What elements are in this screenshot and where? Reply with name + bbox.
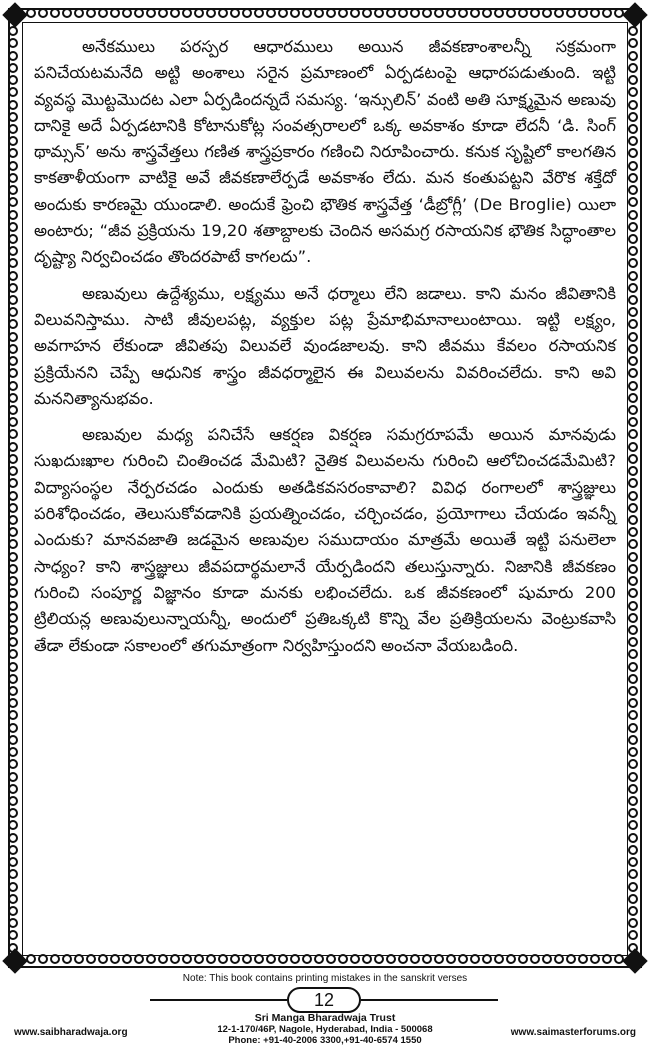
border-ring [8,588,18,598]
border-ring [8,784,18,794]
border-ring [8,649,18,659]
paragraph: అణువులు ఉద్దేశ్యము, లక్ష్యము అనే ధర్మాలు లేని జడాలు. కాని మనం జీవితానికి విలువనిస్తాము. సాటి జీవులపట్ల, వ్యక్తుల పట్ల ప్రేమాభిమానాలుంటాయి. ఇట్టి లక్ష్యం, అవగాహన లేకుండా జీవితపు విలువలే వుండజాలవు. కాని జీవము కేవలం రసాయనిక ప్రక్రియేనని చెప్పే ఆధునిక శాస్త్రం జీవధర్మాలైన ఈ విలువలను వివరించలేదు. కాని అవి మననిత్యానుభవం. [34,283,616,408]
border-ring [8,26,18,36]
border-ring [628,356,638,366]
border-ring [628,588,638,598]
border-ring [242,8,252,18]
trust-address: 12-1-170/46P, Nagole, Hyderabad, India - 500068 [217,1024,433,1035]
border-ring [50,954,60,964]
border-ring [8,356,18,366]
border-ring [628,918,638,928]
paragraph: అనేకములు పరస్పర ఆధారములు అయిన జీవకణాంశాలన్నీ సక్రమంగా పనిచేయటమనేది అట్టి అంశాలు సరైన ప్రమాణంలో ఏర్పడటంపై ఆధారపడుతుంది. ఇట్టి వ్యవస్థ మొట్టమొదట ఎలా ఏర్పడిందన్నదే సమస్య. ‘ఇన్సులిన్’ వంటి అతి సూక్ష్మమైన అణువు దానికై అదే ఏర్పడటానికి కోటానుకోట్ల సంవత్సరాలలో ఒక్క అవకాశం కూడా లేదనీ ‘డి. సింగ్ థామ్సన్’ అను శాస్త్రవేత్తలు గణిత శాస్త్రప్రకారం గణించి నిరూపించారు. కనుక సృష్టిలో కాలగతిన కాకతాళీయంగా వాటికై అవే జీవకణాలేర్పడే అవకాశం లేదు. మన కంతుపట్టని వేరొక శక్తేదో అందుకు కారణమై యుండాలి. అందుకే ఫ్రెంచి భౌతిక శాస్త్రవేత్త ‘డీబ్రోగ్లీ’ (De Broglie) యిలా అంటారు; “జీవ ప్రక్రియను 19,20 శతాబ్దాలకు చెందిన అసమగ్ర రసాయనిక భౌతిక సిద్ధాంతాల దృష్ట్యా నిర్వచించడం తొందరపాటే కాగలదు”. [34,37,616,267]
border-ring [8,662,18,672]
border-ring [482,954,492,964]
border-ring [8,197,18,207]
border-ring [542,954,552,964]
border-ring [628,527,638,537]
border-ring [628,552,638,562]
border-ring [26,954,36,964]
border-ring [482,8,492,18]
border-ring [182,8,192,18]
border-ring [628,405,638,415]
border-ring [628,26,638,36]
border-ring [86,954,96,964]
border-ring [628,283,638,293]
border-ring [578,8,588,18]
border-ring [410,8,420,18]
border-ring [434,8,444,18]
border-ring [628,136,638,146]
border-ring [628,503,638,513]
border-ring [8,539,18,549]
border-ring [8,307,18,317]
border-ring [8,869,18,879]
border-ring [8,625,18,635]
border-ring [8,246,18,256]
border-ring [8,833,18,843]
border-ring [8,882,18,892]
border-ring [628,491,638,501]
border-ring [362,954,372,964]
border-ring [218,954,228,964]
border-ring [8,454,18,464]
border-ring [218,8,228,18]
border-bottom-chain [14,954,636,968]
border-ring [518,954,528,964]
trust-name: Sri Manga Bharadwaja Trust [254,1012,396,1024]
border-ring [628,429,638,439]
border-ring [122,8,132,18]
border-ring [628,735,638,745]
border-ring [628,197,638,207]
page-rule [150,999,287,1001]
border-ring [494,954,504,964]
border-ring [50,8,60,18]
border-ring [8,820,18,830]
border-ring [302,8,312,18]
border-ring [628,796,638,806]
printing-note: Note: This book contains printing mistakes in the sanskrit verses [182,973,468,984]
border-ring [628,417,638,427]
border-ring [578,954,588,964]
border-ring [422,954,432,964]
footer-website-right: www.saimasterforums.org [510,1027,636,1038]
border-ring [8,772,18,782]
border-ring [628,784,638,794]
border-ring [628,686,638,696]
border-ring [628,601,638,611]
border-ring [8,63,18,73]
border-ring [628,234,638,244]
border-ring [62,8,72,18]
border-ring [8,393,18,403]
border-ring [422,8,432,18]
border-ring [628,466,638,476]
border-ring [8,747,18,757]
border-ring [628,894,638,904]
border-ring [8,185,18,195]
border-ring [338,8,348,18]
border-ring [8,442,18,452]
border-ring [8,173,18,183]
border-ring [326,954,336,964]
border-ring [314,8,324,18]
border-ring [628,759,638,769]
border-ring [628,637,638,647]
border-ring [8,295,18,305]
border-ring [8,283,18,293]
border-ring [628,772,638,782]
border-ring [628,808,638,818]
border-ring [338,954,348,964]
border-ring [26,8,36,18]
border-ring [628,222,638,232]
border-ring [146,954,156,964]
border-ring [314,954,324,964]
border-ring [182,954,192,964]
border-ring [628,906,638,916]
border-ring [590,954,600,964]
border-ring [170,8,180,18]
border-ring [8,674,18,684]
border-ring [446,954,456,964]
border-ring [8,112,18,122]
border-ring [374,8,384,18]
border-ring [628,857,638,867]
border-ring [628,710,638,720]
border-ring [278,8,288,18]
border-ring [8,637,18,647]
border-ring [122,954,132,964]
border-ring [290,954,300,964]
border-ring [8,258,18,268]
border-ring [266,954,276,964]
border-ring [628,124,638,134]
border-ring [410,954,420,964]
border-ring [170,954,180,964]
border-ring [628,75,638,85]
border-ring [554,8,564,18]
border-ring [374,954,384,964]
border-ring [628,210,638,220]
border-ring [8,368,18,378]
border-ring [8,930,18,940]
border-ring [8,148,18,158]
border-ring [206,8,216,18]
border-ring [8,87,18,97]
border-ring [266,8,276,18]
border-ring [628,747,638,757]
border-ring [628,393,638,403]
border-ring [628,295,638,305]
trust-phone: Phone: +91-40-2006 3300,+91-40-6574 1550 [228,1035,422,1046]
border-ring [8,222,18,232]
page-rule [361,999,498,1001]
border-ring [254,8,264,18]
border-ring [8,613,18,623]
border-ring [628,319,638,329]
border-ring [434,954,444,964]
border-ring [8,808,18,818]
border-ring [8,466,18,476]
border-ring [566,954,576,964]
border-right-chain [628,14,642,966]
border-ring [628,869,638,879]
border-ring [62,954,72,964]
border-ring [494,8,504,18]
border-ring [628,649,638,659]
border-ring [470,954,480,964]
border-ring [8,503,18,513]
border-ring [8,491,18,501]
border-ring [290,8,300,18]
border-ring [230,954,240,964]
border-ring [628,625,638,635]
border-ring [386,954,396,964]
border-ring [278,954,288,964]
border-ring [628,258,638,268]
border-ring [8,319,18,329]
border-ring [628,271,638,281]
border-ring [628,148,638,158]
footer-website-left: www.saibharadwaja.org [14,1027,128,1038]
border-ring [8,210,18,220]
border-ring [530,8,540,18]
border-ring [86,8,96,18]
border-ring [134,954,144,964]
border-ring [8,686,18,696]
border-ring [386,8,396,18]
border-ring [158,954,168,964]
border-ring [8,100,18,110]
border-ring [8,698,18,708]
border-ring [8,564,18,574]
border-ring [628,698,638,708]
border-ring [326,8,336,18]
border-ring [628,173,638,183]
border-ring [628,63,638,73]
border-ring [458,8,468,18]
border-ring [8,906,18,916]
border-ring [8,332,18,342]
border-ring [554,954,564,964]
border-ring [74,8,84,18]
border-ring [8,515,18,525]
border-ring [8,234,18,244]
border-ring [230,8,240,18]
border-ring [530,954,540,964]
border-ring [8,759,18,769]
border-ring [98,954,108,964]
border-ring [194,8,204,18]
border-ring [134,8,144,18]
border-ring [8,735,18,745]
border-ring [8,124,18,134]
border-ring [362,8,372,18]
border-ring [8,576,18,586]
border-ring [506,8,516,18]
border-ring [628,454,638,464]
border-ring [8,918,18,928]
border-ring [8,478,18,488]
border-ring [566,8,576,18]
border-ring [628,576,638,586]
border-ring [628,381,638,391]
border-ring [350,8,360,18]
border-ring [628,51,638,61]
border-ring [628,820,638,830]
border-ring [628,38,638,48]
border-ring [602,8,612,18]
border-ring [398,8,408,18]
border-ring [8,845,18,855]
border-ring [194,954,204,964]
border-ring [254,954,264,964]
paragraph: అణువుల మధ్య పనిచేసే ఆకర్షణ వికర్షణ సమగ్రరూపమే అయిన మానవుడు సుఖదుఃఖాల గురించి చింతించడ మేమిటి? నైతిక విలువలను గురించి ఆలోచించడమేమిటి? విద్యాసంస్థల నేర్పరచడం ఎందుకు అతడికవసరంకావాలి? వివిధ రంగాలలో శాస్త్రజ్ఞులు పరిశోధించడం, తెలుసుకోవడానికి ప్రయత్నించడం, చర్చించడం, ప్రయోగాలు చేయడం ఇవన్నీ ఎందుకు? మానవజాతి జడమైన అణువుల సముదాయం మాత్రమే అయితే ఇట్టి పనులెలా సాధ్యం? కాని శాస్త్రజ్ఞులు జీవపదార్థమలానే యేర్పడిందని తలుస్తున్నారు. నిజానికి జీవకణం గురించి సంపూర్ణ విజ్ఞానం కూడా మనకు లభించలేదు. ఒక జీవకణంలో షుమారు 200 ట్రిలియన్ల అణువులున్నాయన్నీ, అందులో ప్రతిఒక్కటి కొన్ని వేల ప్రతిక్రియలను వెంట్రుకవాసి తేడా లేకుండా సకాలంలో తగుమాత్రంగా నిర్వహిస్తుందని అంచనా వేయబడింది. [34,425,616,655]
border-ring [628,112,638,122]
border-ring [8,381,18,391]
border-ring [38,954,48,964]
border-ring [628,515,638,525]
border-ring [628,564,638,574]
border-ring [602,954,612,964]
border-ring [628,442,638,452]
border-ring [8,75,18,85]
border-ring [628,185,638,195]
border-ring [470,8,480,18]
border-ring [628,161,638,171]
border-ring [628,344,638,354]
border-ring [542,8,552,18]
border-ring [628,478,638,488]
border-ring [302,954,312,964]
border-ring [350,954,360,964]
border-top-chain [14,8,636,22]
border-ring [628,845,638,855]
page-number: 12 [287,987,361,1013]
border-ring [8,723,18,733]
border-left-chain [8,14,22,966]
border-ring [628,100,638,110]
border-ring [628,930,638,940]
border-ring [146,8,156,18]
border-ring [628,368,638,378]
border-ring [8,552,18,562]
border-ring [8,857,18,867]
border-ring [628,882,638,892]
border-ring [38,8,48,18]
border-ring [628,246,638,256]
border-ring [8,601,18,611]
border-ring [8,710,18,720]
border-ring [110,954,120,964]
border-ring [74,954,84,964]
border-ring [242,954,252,964]
border-ring [628,723,638,733]
border-ring [458,954,468,964]
border-ring [98,8,108,18]
border-ring [628,87,638,97]
border-ring [518,8,528,18]
border-ring [398,954,408,964]
border-ring [8,271,18,281]
border-ring [8,429,18,439]
border-ring [8,136,18,146]
border-ring [628,662,638,672]
border-ring [8,796,18,806]
border-ring [206,954,216,964]
border-ring [628,539,638,549]
border-ring [628,307,638,317]
border-ring [110,8,120,18]
border-ring [8,38,18,48]
border-ring [628,674,638,684]
border-ring [158,8,168,18]
border-ring [8,161,18,171]
border-ring [8,51,18,61]
border-ring [590,8,600,18]
border-ring [8,527,18,537]
border-ring [8,894,18,904]
border-ring [628,613,638,623]
border-ring [8,344,18,354]
page-body [34,34,616,659]
border-ring [628,332,638,342]
border-ring [628,833,638,843]
border-ring [8,417,18,427]
border-ring [8,405,18,415]
border-ring [506,954,516,964]
border-ring [446,8,456,18]
